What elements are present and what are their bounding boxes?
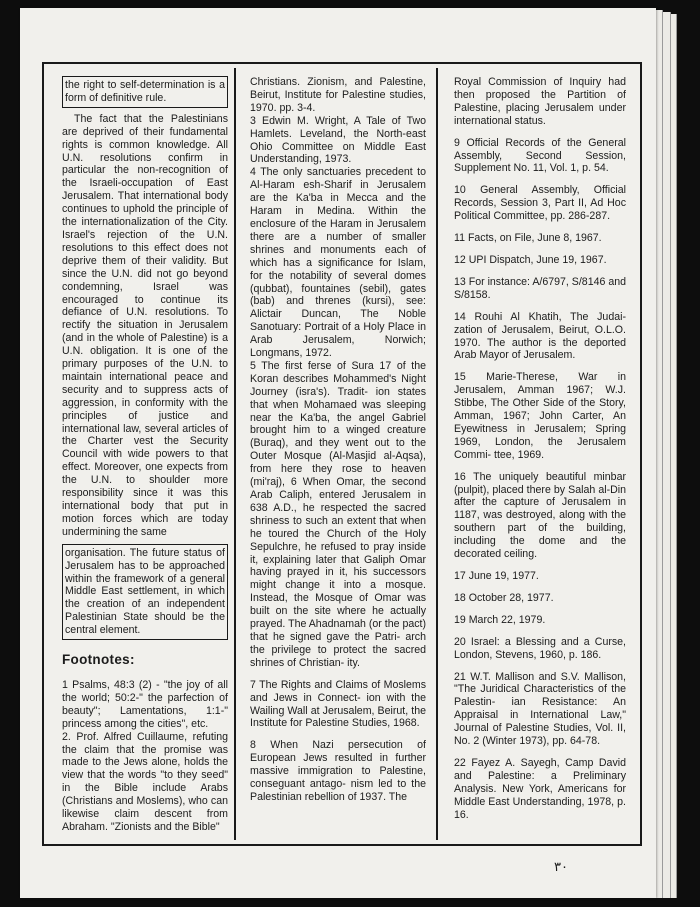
footnote: 9 Official Records of the General Assembly, Second Session, Supplement No. 11, Vol. 1, p. 54.	[454, 136, 626, 175]
footnotes-heading: Footnotes:	[62, 652, 135, 668]
footnote: 8 When Nazi persecution of European Jews resulted in further massive immigration to Palestine, conseguant antago- nism led to the Palestinian rebellion of 1937. The	[250, 739, 426, 803]
body-paragraph: The fact that the Palestinians are deprived of their fundamental rights is common knowledge. All U.N. resolutions confirm in particular the non-recognition of the Israeli-occupation of East Jerusalem. That international body continues to uphold the principle of the internationalization of the City. Israel's rejection of the U.N. resolutions to this effect does not deprive them of their validity. But since the U.N. did not go beyond condemning, Israel was encouraged to continue its defiance of U.N. resolutions. To rectify the situation in Jerusalem (and in the whole of Palestine) is a U.N. obligation. It is one of the primary purposes of the U.N. to maintain international peace and security and to suppress acts of aggression, in conformity with the principles of justice and international law, several articles of the Charter vest the Security Council with wide powers to that effect. Moreover, one expects from the U.N. to shoulder more responsibility since it was this international body that put in motion forces which are today undermining the same	[62, 112, 228, 538]
footnote: 18 October 28, 1977.	[454, 591, 554, 604]
boxed-paragraph	[62, 544, 228, 640]
footnote: 11 Facts, on File, June 8, 1967.	[454, 232, 602, 245]
body-paragraph: organisation. The future status of Jerusalem has to be approached within the framework of a general Middle East settlement, in which the creation of an independent Palestinian State should be the central element.	[65, 546, 225, 637]
footnote: 10 General Assembly, Official Records, Session 3, Part II, Ad Hoc Political Committee, pp. 286-287.	[454, 184, 626, 223]
footnote: 22 Fayez A. Sayegh, Camp David and Palestine: a Preliminary Analysis. New York, Americans for Middle East Understanding, 1978, p. 16.	[454, 756, 626, 821]
column-divider	[436, 68, 438, 840]
footnote: 17 June 19, 1977.	[454, 570, 539, 582]
footnote: 3 Edwin M. Wright, A Tale of Two Hamlets. Leveland, the North-east Ohio Committee on Middle East Understanding, 1973.	[250, 114, 426, 166]
footnote: Christians. Zionism, and Palestine, Beirut, Institute for Palestine studies, 1970. pp. 3-4.	[250, 76, 426, 114]
footnote: 16 The uniquely beautiful minbar (pulpit), placed there by Salah al-Din after the capture of Jerusalem in 1187, was destroyed, along with the southern part of the building, including the dome and the decorated ceiling.	[454, 470, 626, 561]
footnote: 4 The only sanctuaries precedent to Al-Haram esh-Sharif in Jerusalem are the Ka'ba in Mecca and the Haram in Medina. Within the enclosure of the Haram in Jerusalem there are a number of smaller shrines and monuments each of which has a significance for Islam, for the notability of several domes (qubbat), fountaines (sebil), gates (bab) and threnes (kursi), see: Alictair Duncan, The Noble Sanotuary: Portrait of a Holy Place in Arab Jerusalem, Norwich; Longmans, 1972.	[250, 166, 426, 360]
footnote: 5 The first ferse of Sura 17 of the Koran describes Mohammed's Night Journey (isra's). Tradit- ion states that when Mohamaed was sleeping near the Ka'ba, the angel Gabriel brought him to a winged creature (Buraq), and they went out to the Outer Mosque (Al-Masjid al-Aqsa), from here they rose to heaven (mi'raj), 6 When Omar, the second Arab Caliph, entered Jerusalem in 638 A.D., he respected the sacred shriness to such an extent that when he toured the Church of the Holy Sepulchre, he refused to pray inside it, explaining later that Galiph Omar having prayed in it, his successors might change it into a mosque. Instead, the Mosque of Omar was built on the site where he actually prayed. The Ahadnamah (or the pact) that he signed gave the Patri- arch the privilege to protect the sacred shrines of Christian- ity.	[250, 359, 426, 669]
footnote: 2. Prof. Alfred Cuillaume, refuting the claim that the promise was made to the Jews alone, holds the view that the words "to they seed" in the Bible include Arabs (Christians and Moslems), who can likewise claim descent from Abraham. "Zionists and the Bible"	[62, 730, 228, 833]
footnote: 13 For instance: A/6797, S/8146 and S/8158.	[454, 275, 626, 301]
footnote: 12 UPI Dispatch, June 19, 1967.	[454, 253, 607, 266]
column-left	[62, 76, 228, 834]
footnote: 19 March 22, 1979.	[454, 613, 546, 626]
boxed-paragraph-top	[62, 76, 228, 108]
footnote: 14 Rouhi Al Khatih, The Judai- zation of Jerusalem, Beirut, O.L.O. 1970. The author is the deported Arab Mayor of Jerusalem.	[454, 310, 626, 362]
page-number: ٣٠	[554, 860, 568, 875]
footnote: 20 Israel: a Blessing and a Curse, London, Stevens, 1960, p. 186.	[454, 635, 626, 661]
document-page	[20, 8, 656, 898]
text-frame	[42, 62, 642, 846]
column-right	[454, 76, 626, 831]
footnote: 21 W.T. Mallison and S.V. Mallison, "The Juridical Characteristics of the Palestin- ian Resistance: An Appraisal in International Law," Journal of Palestine Studies, Vol. II, No. 2 (Winter 1973), pp. 64-78.	[454, 670, 626, 748]
footnote: 15 Marie-Therese, War in Jerusalem, Amman 1967; W.J. Stibbe, The Other Side of the Story, Amman, 1967; John Carter, An Eyewitness in Jerusalem; Spring 1969, London, the Jerusalem Commi- ttee, 1969.	[454, 371, 626, 461]
column-divider	[234, 68, 236, 840]
footnote: Royal Commission of Inquiry had then proposed the Partition of Palestine, placing Jerusalem under international status.	[454, 76, 626, 127]
body-paragraph: the right to self-determination is a form of definitive rule.	[65, 79, 225, 104]
footnote: 1 Psalms, 48:3 (2) - "the joy of all the world; 50:2-" the parfection of beauty"; Lamentations, 1:1-" princess among the cities", etc.	[62, 678, 228, 730]
column-middle	[250, 76, 426, 804]
footnote: 7 The Rights and Claims of Moslems and Jews in Connect- ion with the Wailing Wall at Jerusalem, Beirut, the Institute for Palestine Studies, 1968.	[250, 678, 426, 730]
